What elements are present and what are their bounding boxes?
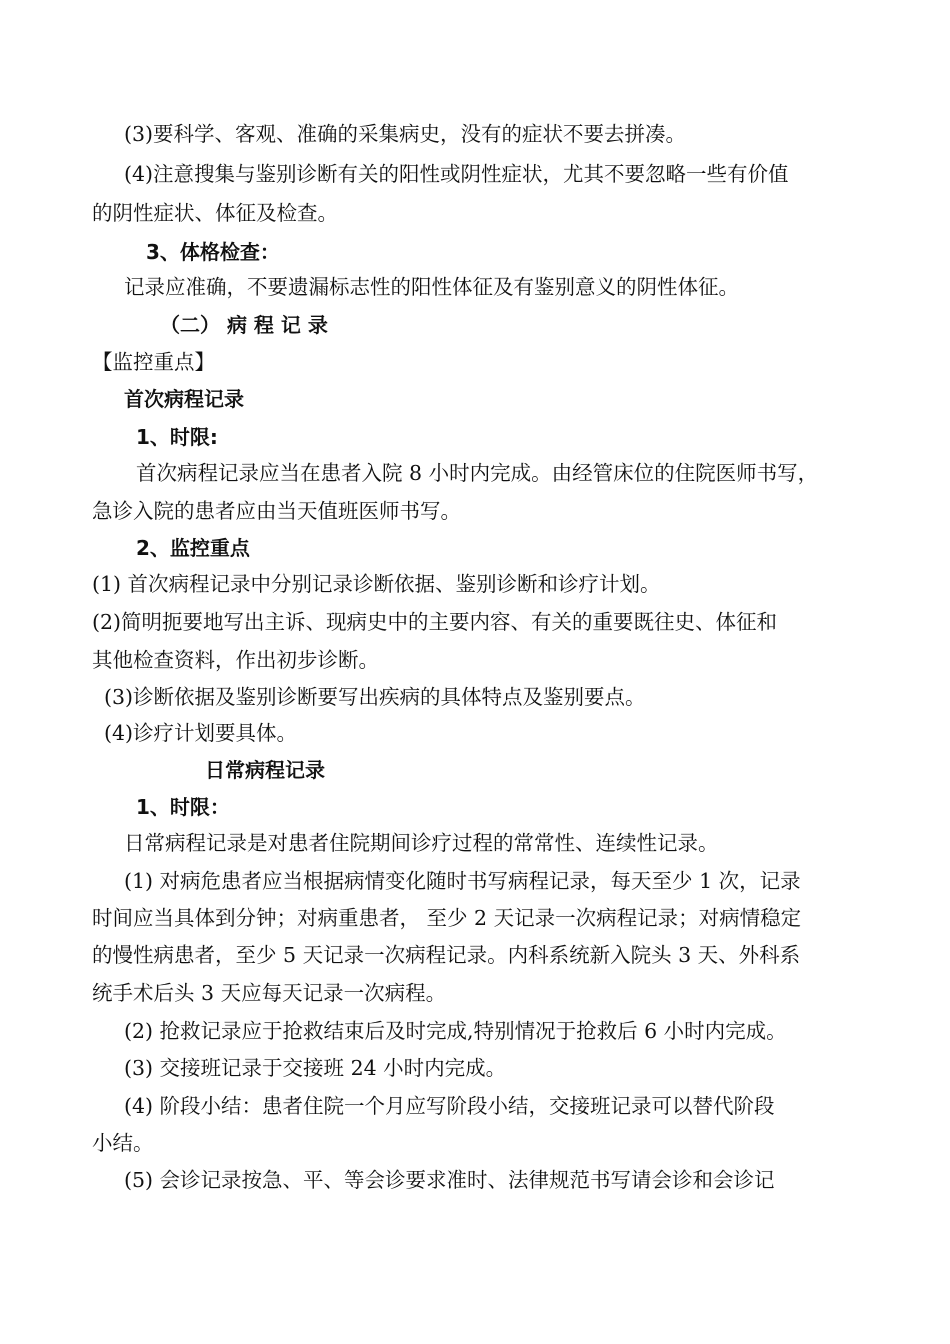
text-line: (4)注意搜集与鉴别诊断有关的阳性或阴性症状，尤其不要忽略一些有价值	[124, 162, 789, 186]
text-line: 的慢性病患者，至少 5 天记录一次病程记录。内科系统新入院头 3 天、外科系	[92, 943, 801, 967]
text-line: (2)简明扼要地写出主诉、现病史中的主要内容、有关的重要既往史、体征和	[92, 610, 778, 634]
text-line: 日常病程记录是对患者住院期间诊疗过程的常常性、连续性记录。	[124, 831, 719, 855]
section-title: （二） 病 程 记 录	[160, 313, 328, 337]
text-line: (1) 对病危患者应当根据病情变化随时书写病程记录，每天至少 1 次，记录	[124, 869, 801, 893]
text-line: 首次病程记录应当在患者入院 8 小时内完成。由经管床位的住院医师书写，	[136, 461, 819, 485]
text-line: (4)诊疗计划要具体。	[104, 721, 298, 745]
text-line: (3)要科学、客观、准确的采集病史，没有的症状不要去拼凑。	[124, 122, 687, 146]
item-heading: 2、监控重点	[136, 536, 250, 560]
subsection-heading: 首次病程记录	[124, 387, 244, 411]
text-line: (3) 交接班记录于交接班 24 小时内完成。	[124, 1056, 507, 1080]
text-line: 【监控重点】	[92, 350, 215, 374]
text-line: 统手术后头 3 天应每天记录一次病程。	[92, 981, 447, 1005]
text-line: (2) 抢救记录应于抢救结束后及时完成,特别情况于抢救后 6 小时内完成。	[124, 1019, 787, 1043]
text-line: 其他检查资料，作出初步诊断。	[92, 648, 379, 672]
item-heading: 1、时限：	[136, 795, 230, 819]
text-line: 的阴性症状、体征及检查。	[92, 201, 338, 225]
text-line: (5) 会诊记录按急、平、等会诊要求准时、法律规范书写请会诊和会诊记	[124, 1168, 775, 1192]
text-line: (1) 首次病程记录中分别记录诊断依据、鉴别诊断和诊疗计划。	[92, 572, 661, 596]
text-line: 急诊入院的患者应由当天值班医师书写。	[92, 499, 461, 523]
text-line: 时间应当具体到分钟；对病重患者， 至少 2 天记录一次病程记录；对病情稳定	[92, 906, 802, 930]
item-heading: 1、时限:	[136, 425, 218, 449]
text-line: 记录应准确，不要遗漏标志性的阳性体征及有鉴别意义的阴性体征。	[124, 275, 739, 299]
subsection-heading: 日常病程记录	[205, 758, 325, 782]
section-heading: 3、体格检查：	[146, 240, 280, 264]
text-line: 小结。	[92, 1131, 154, 1155]
text-line: (4) 阶段小结：患者住院一个月应写阶段小结，交接班记录可以替代阶段	[124, 1094, 775, 1118]
text-line: (3)诊断依据及鉴别诊断要写出疾病的具体特点及鉴别要点。	[104, 685, 646, 709]
